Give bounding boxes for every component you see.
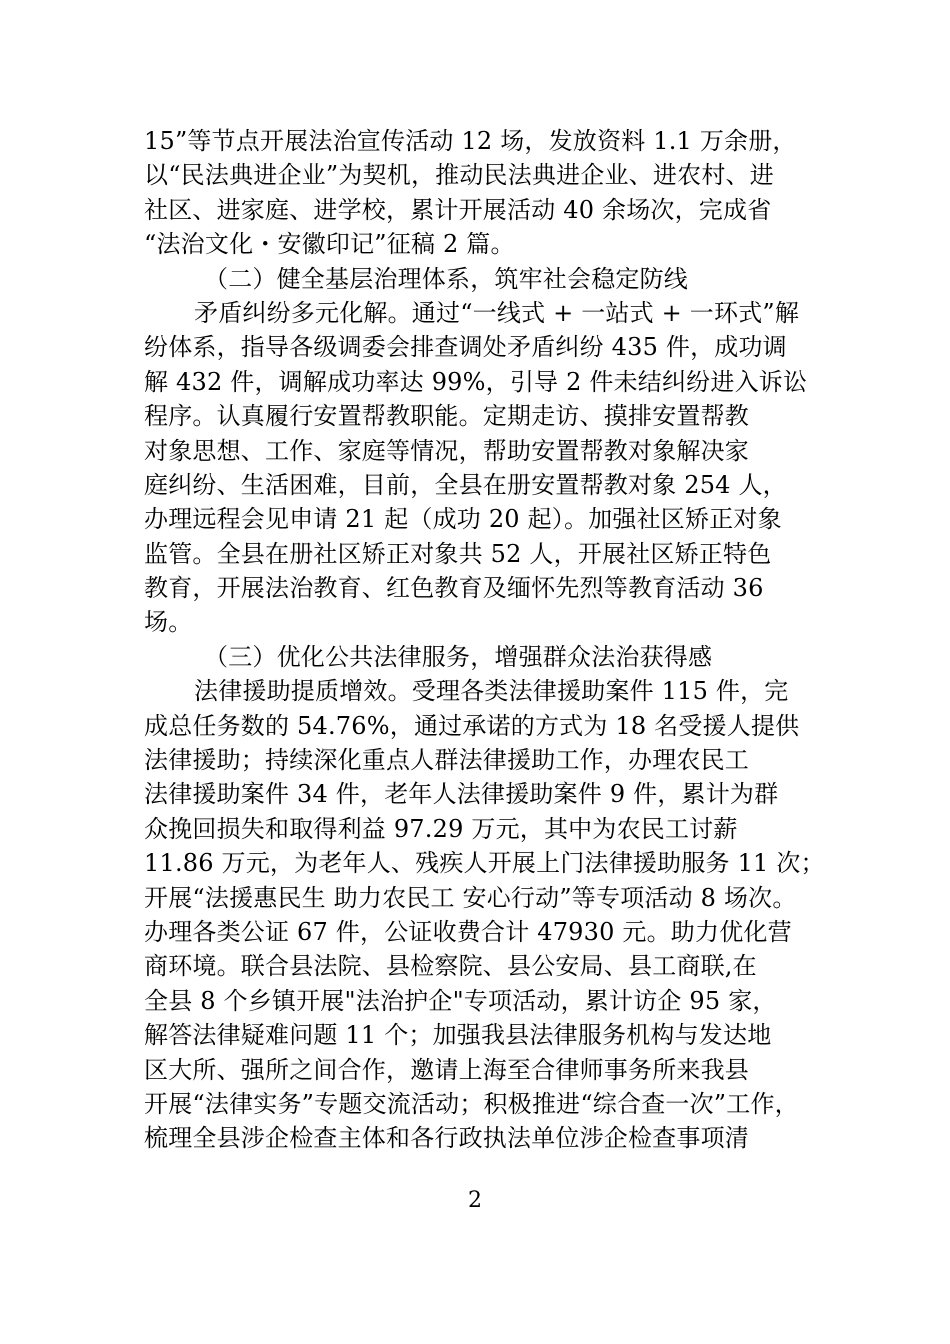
text-line: 11.86 万元，为老年人、残疾人开展上门法律援助服务 11 次；: [144, 849, 825, 878]
text-line: 开展“法援惠民生 助力农民工 安心行动”等专项活动 8 场次。: [144, 883, 797, 912]
text-line: 商环境。联合县法院、县检察院、县公安局、县工商联,在: [144, 952, 757, 981]
text-line: 众挽回损失和取得利益 97.29 万元，其中为农民工讨薪: [144, 814, 738, 843]
page-number: 2: [468, 1188, 482, 1213]
text-line: 办理远程会见申请 21 起（成功 20 起）。加强社区矫正对象: [144, 505, 782, 534]
text-line: 以“民法典进企业”为契机，推动民法典进企业、进农村、进: [144, 161, 774, 190]
text-line: 监管。全县在册社区矫正对象共 52 人，开展社区矫正特色: [144, 539, 772, 568]
text-line: 开展“法律实务”专题交流活动；积极推进“综合查一次”工作，: [144, 1089, 799, 1118]
text-line: 法律援助案件 34 件，老年人法律援助案件 9 件，累计为群: [144, 780, 779, 809]
text-line: 场。: [144, 608, 193, 637]
text-line: 梳理全县涉企检查主体和各行政执法单位涉企检查事项清: [144, 1124, 749, 1153]
text-line: 社区、进家庭、进学校，累计开展活动 40 余场次，完成省: [144, 195, 772, 224]
text-line: 程序。认真履行安置帮教职能。定期走访、摸排安置帮教: [144, 402, 749, 431]
text-line: 解 432 件，调解成功率达 99%，引导 2 件未结纠纷进入诉讼: [144, 367, 808, 396]
text-line: 对象思想、工作、家庭等情况，帮助安置帮教对象解决家: [144, 436, 749, 465]
text-line: 15”等节点开展法治宣传活动 12 场，发放资料 1.1 万余册，: [144, 127, 797, 155]
body-text: [144, 124, 844, 1156]
text-line: “法治文化・安徽印记”征稿 2 篇。: [144, 230, 515, 259]
text-line: 教育，开展法治教育、红色教育及缅怀先烈等教育活动 36: [144, 574, 764, 603]
text-line: 成总任务数的 54.76%，通过承诺的方式为 18 名受援人提供: [144, 711, 800, 740]
text-line: 办理各类公证 67 件，公证收费合计 47930 元。助力优化营: [144, 917, 792, 946]
text-line: 法律援助；持续深化重点人群法律援助工作，办理农民工: [144, 746, 749, 775]
text-line: 庭纠纷、生活困难，目前，全县在册安置帮教对象 254 人，: [144, 470, 787, 499]
section-heading-2: （二）健全基层治理体系，筑牢社会稳定防线: [204, 264, 688, 293]
text-line: 纷体系，指导各级调委会排查调处矛盾纠纷 435 件，成功调: [144, 333, 787, 362]
text-line: 解答法律疑难问题 11 个；加强我县法律服务机构与发达地: [144, 1021, 772, 1050]
text-line: 法律援助提质增效。受理各类法律援助案件 115 件，完: [194, 677, 789, 706]
section-heading-3: （三）优化公共法律服务，增强群众法治获得感: [204, 642, 713, 671]
text-line: 区大所、强所之间合作，邀请上海至合律师事务所来我县: [144, 1055, 749, 1084]
text-line: 全县 8 个乡镇开展"法治护企"专项活动，累计访企 95 家，: [144, 986, 777, 1015]
text-line: 矛盾纠纷多元化解。通过“一线式 + 一站式 + 一环式”解: [194, 298, 800, 327]
